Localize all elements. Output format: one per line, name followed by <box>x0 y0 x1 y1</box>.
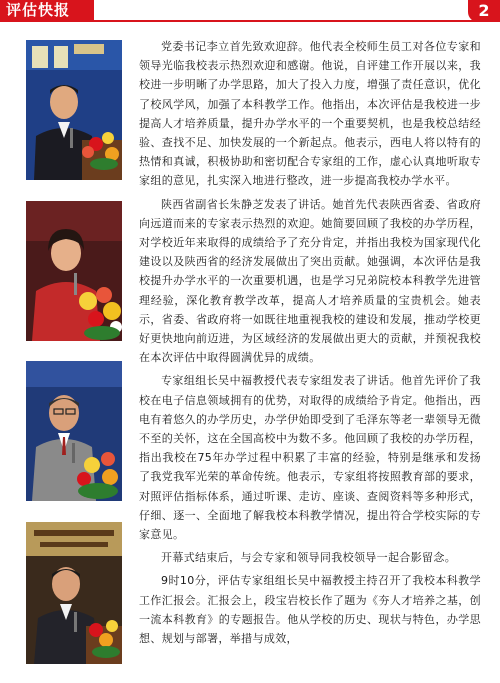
speaker-photo-3 <box>26 361 122 501</box>
section-title: 评估快报 <box>0 0 94 21</box>
article-body <box>139 37 481 648</box>
page-number: 2 <box>468 0 500 22</box>
paragraph-group-photo: 开幕式结束后，与会专家和领导同我校领导一起合影留念。 <box>161 551 457 565</box>
header-rule <box>0 20 500 22</box>
paragraph-report-meeting: 9时10分，评估专家组组长吴中福教授主持召开了我校本科教学工作汇报会。汇报会上，段宝岩校长作了题为《夯人才培养之基，创一流本科教育》的专题报告。他从学校的历史、现状与特色，办学思想、规划与部署，举措与成效， <box>139 574 481 646</box>
paragraph-expert-leader-speech: 专家组组长吴中福教授代表专家组发表了讲话。他首先评价了我校在电子信息领域拥有的优势，对取得的成绩给予肯定。他指出，西电有着悠久的办学历史，办学伊始即受到了毛泽东等老一辈领导无微不至的关怀，这在全国高校中为数不多。他回顾了我校的办学历程，指出我校在75年办学过程中积累了丰富的经验，特别是继承和发扬了我党我军光荣的革命传统。他表示，专家组将按照教育部的要求，对照评估指标体系，通过听课、走访、座谈、查阅资料等多种形式，仔细、逐一、全面地了解我校本科教学情况，提出符合学校实际的专家意见。 <box>139 374 481 542</box>
speaker-photo-2 <box>26 201 122 341</box>
speaker-photo-4 <box>26 522 122 664</box>
speaker-photo-1 <box>26 40 122 180</box>
paragraph-welcome-speech: 党委书记李立首先致欢迎辞。他代表全校师生员工对各位专家和领导光临我校表示热烈欢迎和感谢。他说，自评建工作开展以来，我校进一步明晰了办学思路，加大了投入力度，增强了责任意识，优化了校风学风，加强了本科教学工作。他指出，本次评估是我校进一步提高人才培养质量，提升办学水平的一个重要契机，也是我校总结经验、查找不足、加快发展的一个新起点。他表示，西电人将以特有的热情和真诚，积极协助和密切配合专家组的工作，虚心认真地听取专家组的意见，扎实深入地进行整改，进一步提高我校办学水平。 <box>139 40 481 188</box>
paragraph-vice-governor-speech: 陕西省副省长朱静芝发表了讲话。她首先代表陕西省委、省政府向远道而来的专家表示热烈的欢迎。她简要回顾了我校的办学历程，对学校近年来取得的成绩给予了充分肯定，并指出我校为国家现代化建设以及陕西省的经济发展做出了突出贡献。她强调，本次评估是我校提升办学水平的一次重要机遇，也是学习兄弟院校本科教学先进管理经验，深化教育教学改革，提高人才培养质量的宝贵机会。她表示，省委、省政府将一如既往地重视我校的建设和发展，推动学校更好更快地向前迈进，为区域经济的发展做出更大的贡献，并预祝我校在本次评估中取得圆满优异的成绩。 <box>139 197 481 365</box>
